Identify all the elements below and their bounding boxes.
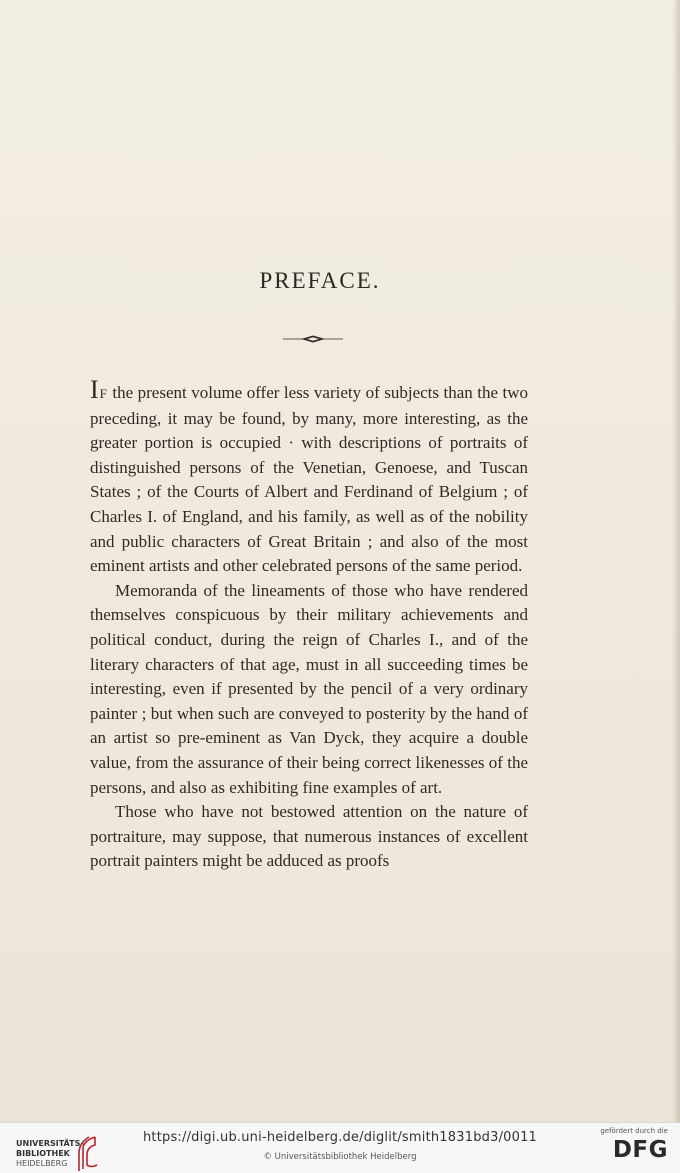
viewer-footer	[0, 1122, 680, 1173]
small-cap: F	[99, 386, 108, 401]
paragraph	[90, 375, 528, 579]
page-title: PREFACE.	[259, 268, 381, 293]
paragraph: Memoranda of the lineaments of those who have rendered themselves conspicuous by their military achievements and political conduct, during the reign of Charles I., and of the literary characters of that age, must in all succeeding times be interesting, even if presented by the pencil of a very ordinary painter ; but when such are conveyed to posterity by the hand of an artist so pre-eminent as Van Dyck, they acquire a double value, from the assurance of their being correct likenesses of the persons, and also as exhibiting fine examples of art.	[90, 580, 528, 797]
library-name-line2: BIBLIOTHEK	[16, 1149, 70, 1158]
library-name-line3: HEIDELBERG	[16, 1159, 68, 1168]
dfg-logo[interactable]: DFG	[612, 1137, 668, 1163]
library-name-line1: UNIVERSITÄTS-	[16, 1139, 84, 1148]
page-edge-shadow	[672, 0, 680, 1122]
funding-note: gefördert durch die	[600, 1127, 668, 1135]
ornament-icon	[283, 333, 343, 345]
paragraph-text: the present volume offer less variety of subjects than the two preceding, it may be found, by many, more interesting, as the greater portion is occupied · with descriptions of portraits of distinguished persons of the Venetian, Genoese, and Tuscan States ; of the Courts of Albert and Ferdinand of Belgium ; of Charles I. of England, and his family, as well as of the nobility and public characters of Great Britain ; and also of the most eminent artists and other celebrated persons of the same period.	[90, 383, 528, 576]
body-text	[90, 375, 528, 874]
permalink-url[interactable]: https://digi.ub.uni-heidelberg.de/diglit/smith1831bd3/0011	[142, 1130, 538, 1145]
drop-cap: I	[90, 375, 100, 404]
paragraph: Those who have not bestowed attention on the nature of portraiture, may suppose, that numerous instances of excellent portrait painters might be adduced as proofs	[90, 802, 528, 871]
copyright-notice: © Universitätsbibliothek Heidelberg	[263, 1152, 417, 1162]
